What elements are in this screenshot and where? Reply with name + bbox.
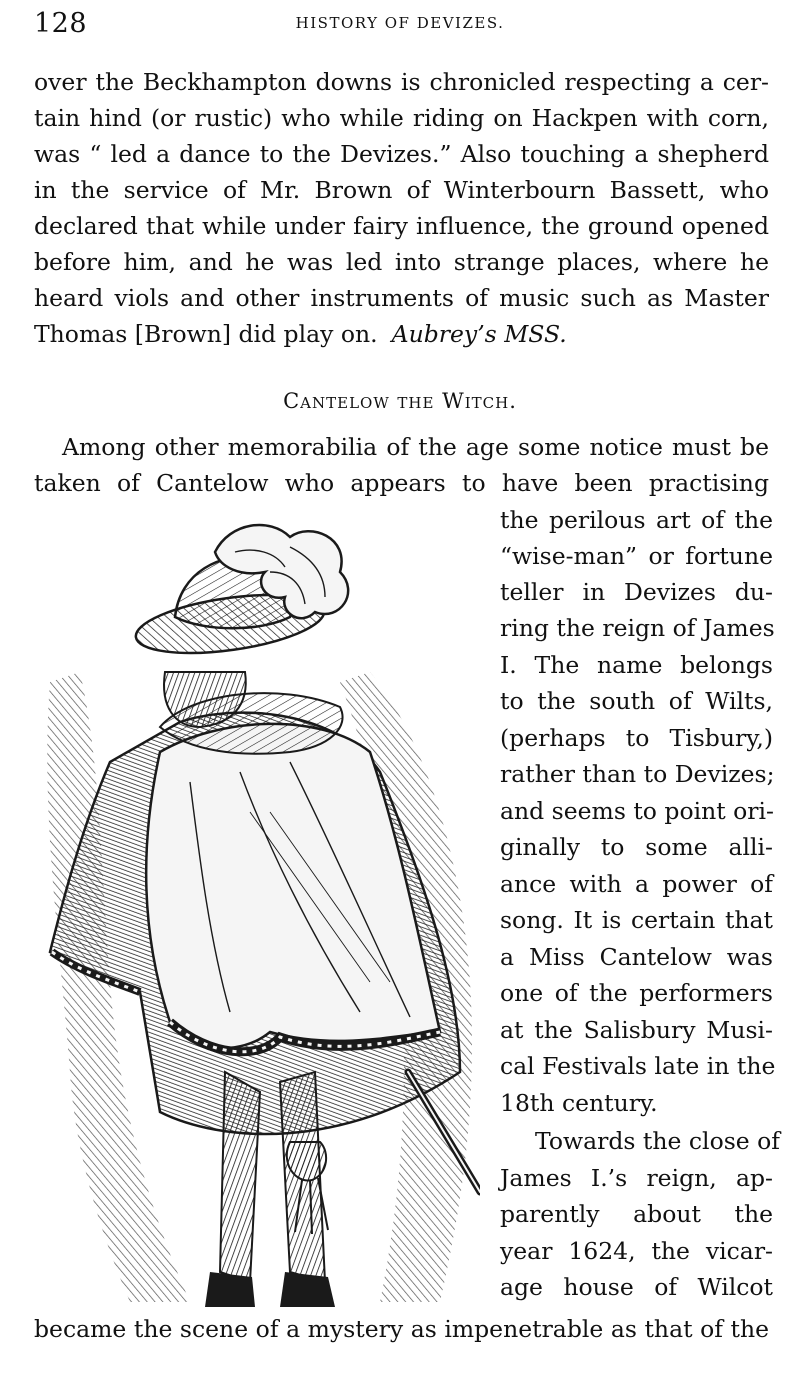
cloaked-figure-illustration xyxy=(40,512,480,1312)
intro-last-text: Thomas [Brown] did play on. xyxy=(34,320,378,348)
text-line: I. The name belongs xyxy=(500,651,773,679)
text-line: heard viols and other instruments of music such as Master xyxy=(34,284,769,312)
text-line xyxy=(34,320,769,348)
text-line: in the service of Mr. Brown of Winterbourn Bassett, who xyxy=(34,176,769,204)
text-line: tain hind (or rustic) who while riding on Hackpen with corn, xyxy=(34,104,769,132)
text-line: the perilous art of the xyxy=(500,506,773,534)
text-line: rather than to Devizes; xyxy=(500,760,775,788)
text-line: year 1624, the vicar- xyxy=(500,1237,773,1265)
text-line: and seems to point ori- xyxy=(500,797,775,825)
running-head: HISTORY OF DEVIZES. xyxy=(295,14,505,32)
closing-line: became the scene of a mystery as impenetrable as that of the xyxy=(34,1315,769,1343)
text-line: age house of Wilcot xyxy=(500,1273,773,1301)
text-line: “wise-man” or fortune xyxy=(500,542,773,570)
text-line: at the Salisbury Musi- xyxy=(500,1016,773,1044)
text-line: one of the performers xyxy=(500,979,773,1007)
text-line: teller in Devizes du- xyxy=(500,578,773,606)
text-line: parently about the xyxy=(500,1200,773,1228)
text-line: 18th century. xyxy=(500,1089,658,1117)
source-citation: Aubrey’s MSS. xyxy=(391,320,567,348)
cloaked-figure-icon xyxy=(40,512,480,1312)
text-line: over the Beckhampton downs is chronicled respecting a cer- xyxy=(34,68,769,96)
text-line: ginally to some alli- xyxy=(500,833,773,861)
text-line: Among other memorabilia of the age some notice must be xyxy=(62,433,769,461)
text-line: cal Festivals late in the xyxy=(500,1052,776,1080)
text-line: was “ led a dance to the Devizes.” Also touching a shepherd xyxy=(34,140,769,168)
text-line: Towards the close of xyxy=(535,1127,780,1155)
page-number: 128 xyxy=(34,8,88,39)
text-line: a Miss Cantelow was xyxy=(500,943,773,971)
text-line: ance with a power of xyxy=(500,870,773,898)
text-line: (perhaps to Tisbury,) xyxy=(500,724,773,752)
text-line: to the south of Wilts, xyxy=(500,687,773,715)
text-line: before him, and he was led into strange places, where he xyxy=(34,248,769,276)
text-line: song. It is certain that xyxy=(500,906,773,934)
section-title: Cantelow the Witch. xyxy=(283,389,517,413)
text-line: ring the reign of James xyxy=(500,614,775,642)
text-line: declared that while under fairy influence, the ground opened xyxy=(34,212,769,240)
text-line: James I.’s reign, ap- xyxy=(500,1164,773,1192)
text-line: taken of Cantelow who appears to have been practising xyxy=(34,469,769,497)
